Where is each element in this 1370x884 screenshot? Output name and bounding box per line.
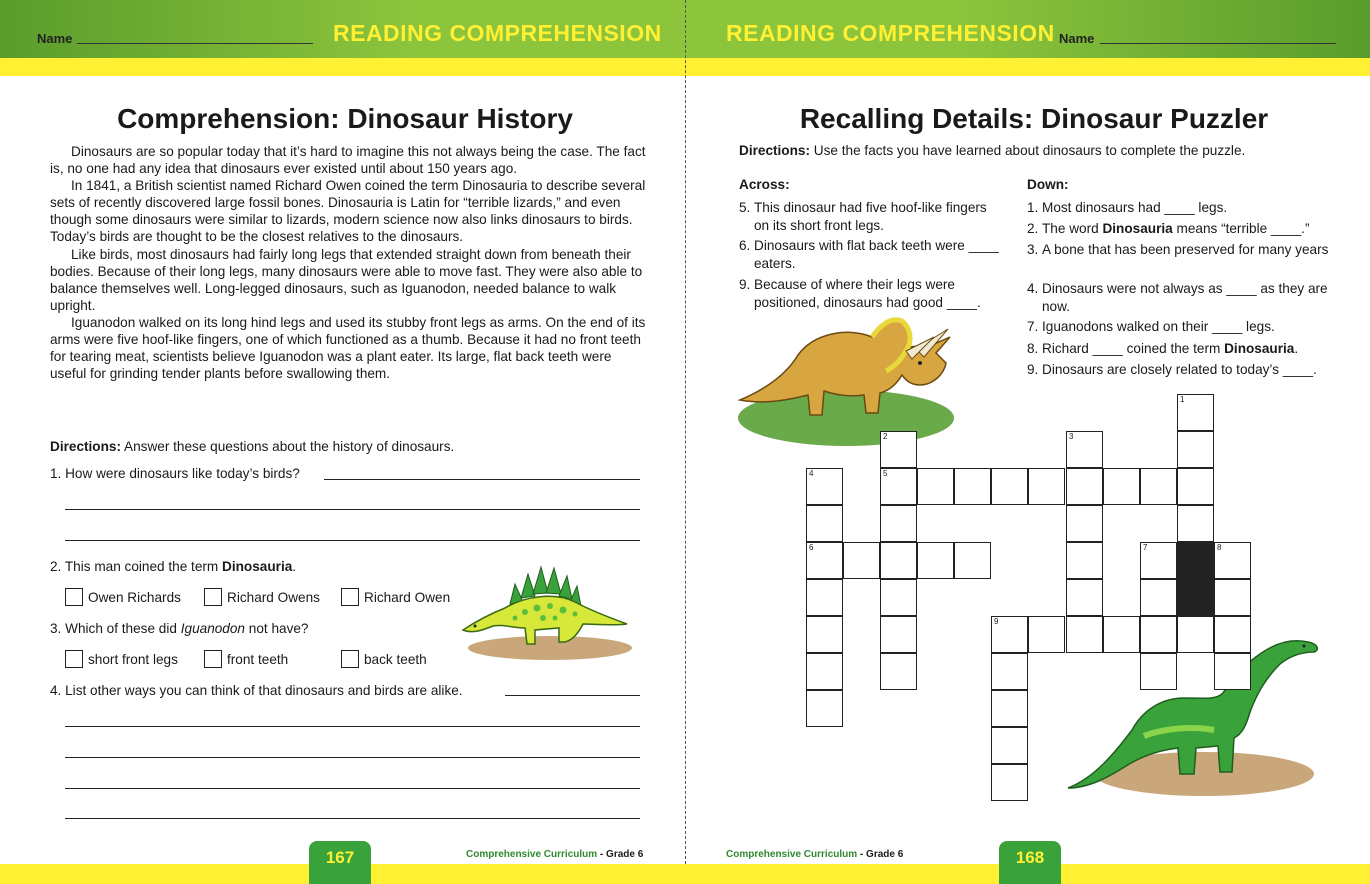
clue-text-post: .	[1294, 341, 1299, 356]
right-directions	[739, 143, 1245, 158]
name-label-right: Name	[1059, 31, 1095, 46]
question-2-end: .	[292, 559, 297, 574]
clue-number: 4.	[1027, 281, 1039, 296]
choice-owen-richards: Owen Richards	[88, 590, 181, 605]
down-clue-3	[1027, 241, 1332, 259]
paragraph-2: In 1841, a British scientist named Richard Owen coined the term Dinosauria to describe several sets of recently discovered large fossil bones. Dinosauria is Latin for “terrible lizards,” and even though some dinosaurs were similar to lizards, modern science now also links dinosaurs to birds. Today’s birds are thought to be the closest relatives to the dinosaurs.	[50, 178, 646, 245]
crossword-cell[interactable]	[1214, 653, 1251, 690]
footer-grade: - Grade 6	[857, 849, 904, 860]
cell-number: 2	[883, 432, 888, 441]
crossword-cell[interactable]	[806, 542, 843, 579]
crossword-cell[interactable]	[880, 505, 917, 542]
directions-text: Use the facts you have learned about dinosaurs to complete the puzzle.	[813, 143, 1246, 158]
across-heading: Across:	[739, 177, 790, 192]
crossword-cell[interactable]	[1028, 616, 1065, 653]
footer-right	[726, 849, 903, 860]
clue-text-pre: Richard ____ coined the term	[1042, 341, 1225, 356]
question-3	[50, 621, 309, 636]
checkbox-richard-owens[interactable]	[204, 588, 222, 606]
clue-text	[1042, 220, 1309, 238]
down-clue-7	[1027, 318, 1332, 336]
page-spine	[685, 0, 686, 884]
question-3-term: Iguanodon	[180, 621, 245, 636]
crossword-cell[interactable]	[806, 505, 843, 542]
name-line-right	[1100, 43, 1336, 44]
crossword-cell[interactable]	[1028, 468, 1065, 505]
crossword-cell[interactable]	[1140, 579, 1177, 616]
paragraph-3: Like birds, most dinosaurs had fairly long legs that extended straight down from beneath their bodies. Because of their long legs, many dinosaurs were able to move fast. They were also able to balance themselves well. Long-legged dinosaurs, such as Iguanodon, needed balance to walk upright.	[50, 246, 643, 313]
clue-number: 3.	[1027, 242, 1039, 257]
paragraph-4: Iguanodon walked on its long hind legs and used its stubby front legs as arms. On the end of its arms were five hoof-like fingers, one of which functioned as a thumb. Because it had no front teeth for tearing meat, scientists believe Iguanodon was a plant eater. Its large, flat back teeth were useful for grinding tender plants before swallowing them.	[50, 314, 646, 382]
crossword-cell[interactable]	[1177, 431, 1214, 468]
crossword-cell[interactable]	[1066, 431, 1103, 468]
cell-number: 1	[1180, 395, 1185, 404]
clue-text: Because of where their legs were positioned, dinosaurs had good ____.	[754, 277, 981, 310]
clue-number: 1.	[1027, 200, 1039, 215]
clue-text: Dinosaurs were not always as ____ as they are now.	[1042, 281, 1328, 314]
directions-label: Directions:	[739, 143, 811, 158]
left-directions	[50, 439, 454, 454]
checkbox-front-teeth[interactable]	[204, 650, 222, 668]
page-number-right: 168	[999, 841, 1061, 884]
clue-text: Most dinosaurs had ____ legs.	[1042, 200, 1228, 215]
question-1: 1. How were dinosaurs like today’s birds?	[50, 466, 300, 481]
down-clue-2	[1027, 220, 1332, 238]
choice-short-front-legs: short front legs	[88, 652, 178, 667]
clue-text-post: means “terrible ____.”	[1172, 221, 1310, 236]
answer-line[interactable]	[505, 695, 640, 696]
crossword-cell[interactable]	[880, 579, 917, 616]
question-3-text: 3. Which of these did	[50, 621, 181, 636]
cell-number: 4	[809, 469, 814, 478]
crossword-cell[interactable]	[1140, 542, 1177, 579]
triceratops-illustration	[736, 315, 958, 450]
crossword-cell[interactable]	[880, 468, 917, 505]
clue-number: 9.	[739, 277, 751, 292]
crossword-cell[interactable]	[991, 616, 1028, 653]
crossword-cell[interactable]	[806, 468, 843, 505]
answer-line[interactable]	[65, 788, 640, 789]
crossword-cell[interactable]	[1066, 616, 1103, 653]
clue-text-pre: The word	[1042, 221, 1103, 236]
cell-number: 3	[1069, 432, 1074, 441]
crossword-cell[interactable]	[1066, 505, 1103, 542]
footer-brand: Comprehensive Curriculum	[466, 849, 598, 860]
answer-line[interactable]	[65, 540, 640, 541]
right-page-title: Recalling Details: Dinosaur Puzzler	[799, 103, 1269, 134]
directions-text: Answer these questions about the history of dinosaurs.	[124, 439, 455, 454]
clue-text: Dinosaurs with flat back teeth were ____ eaters.	[754, 238, 999, 271]
cell-number: 7	[1143, 543, 1148, 552]
clue-number: 8.	[1027, 341, 1039, 356]
crossword-cell[interactable]	[954, 468, 991, 505]
down-clue-9	[1027, 361, 1332, 379]
choice-richard-owen: Richard Owen	[364, 590, 451, 605]
answer-line[interactable]	[65, 818, 640, 819]
clue-number: 9.	[1027, 362, 1039, 377]
across-clue-6	[739, 237, 1001, 272]
crossword-cell[interactable]	[806, 653, 843, 690]
answer-line[interactable]	[65, 509, 640, 510]
clue-number: 7.	[1027, 319, 1039, 334]
crossword-cell[interactable]	[1214, 579, 1251, 616]
answer-line[interactable]	[65, 726, 640, 727]
crossword-cell[interactable]	[991, 653, 1028, 690]
footer-stripe	[0, 864, 1370, 884]
clue-text: A bone that has been preserved for many years	[1042, 242, 1329, 257]
crossword-cell[interactable]	[1177, 616, 1214, 653]
reading-passage	[50, 143, 650, 382]
crossword-cell[interactable]	[991, 468, 1028, 505]
checkbox-richard-owen[interactable]	[341, 588, 359, 606]
down-clue-1	[1027, 199, 1332, 217]
crossword-cell[interactable]	[991, 764, 1028, 801]
brontosaurus-illustration	[1064, 638, 1326, 800]
crossword-cell[interactable]	[1140, 616, 1177, 653]
crossword-cell[interactable]	[917, 542, 954, 579]
question-2	[50, 559, 296, 574]
crossword-cell[interactable]	[1140, 468, 1177, 505]
question-2-text: 2. This man coined the term	[50, 559, 223, 574]
down-clue-8	[1027, 340, 1332, 358]
crossword-cell[interactable]	[880, 653, 917, 690]
across-clue-9	[739, 276, 1001, 311]
crossword-cell[interactable]	[1177, 394, 1214, 431]
crossword-cell[interactable]	[1103, 616, 1140, 653]
answer-line[interactable]	[65, 757, 640, 758]
crossword-cell[interactable]	[1103, 468, 1140, 505]
checkbox-short-front-legs[interactable]	[65, 650, 83, 668]
clue-text: Dinosaurs are closely related to today’s ____.	[1042, 362, 1317, 377]
clue-number: 5.	[739, 200, 751, 215]
left-page-title: Comprehension: Dinosaur History	[117, 103, 573, 134]
crossword-cell[interactable]	[954, 542, 991, 579]
crossword-cell[interactable]	[917, 468, 954, 505]
cell-number: 5	[883, 469, 888, 478]
choice-front-teeth: front teeth	[227, 652, 289, 667]
crossword-cell[interactable]	[1214, 542, 1251, 579]
clue-term: Dinosauria	[1224, 341, 1295, 356]
choice-back-teeth: back teeth	[364, 652, 427, 667]
answer-line[interactable]	[324, 479, 640, 480]
clue-text: Iguanodons walked on their ____ legs.	[1042, 319, 1275, 334]
crossword-cell[interactable]	[1066, 468, 1103, 505]
question-2-term: Dinosauria	[222, 559, 293, 574]
clue-text	[1042, 340, 1298, 358]
crossword-cell[interactable]	[1214, 616, 1251, 653]
directions-label: Directions:	[50, 439, 122, 454]
crossword-cell[interactable]	[1177, 505, 1214, 542]
header-title-right: READING COMPREHENSION	[726, 20, 1055, 46]
footer-brand: Comprehensive Curriculum	[726, 849, 858, 860]
stegosaurus-illustration	[455, 562, 635, 662]
footer-grade: - Grade 6	[597, 849, 644, 860]
crossword-black-cell	[1177, 542, 1214, 579]
clue-number: 2.	[1027, 221, 1039, 236]
across-clue-5	[739, 199, 1001, 234]
crossword-cell[interactable]	[806, 579, 843, 616]
crossword-cell[interactable]	[991, 727, 1028, 764]
question-3-end: not have?	[245, 621, 309, 636]
name-line-left	[77, 43, 313, 44]
crossword-cell[interactable]	[1177, 468, 1214, 505]
crossword-cell[interactable]	[806, 690, 843, 727]
crossword-cell[interactable]	[1140, 653, 1177, 690]
question-4: 4. List other ways you can think of that dinosaurs and birds are alike.	[50, 683, 463, 698]
down-heading: Down:	[1027, 177, 1069, 192]
clue-number: 6.	[739, 238, 751, 253]
page-number-left: 167	[309, 841, 371, 884]
crossword-cell[interactable]	[880, 616, 917, 653]
crossword-cell[interactable]	[806, 616, 843, 653]
cell-number: 6	[809, 543, 814, 552]
name-label-left: Name	[37, 31, 73, 46]
crossword-cell[interactable]	[991, 690, 1028, 727]
cell-number: 9	[994, 617, 999, 626]
crossword-cell[interactable]	[1066, 579, 1103, 616]
down-clue-4	[1027, 280, 1332, 315]
crossword-cell[interactable]	[880, 431, 917, 468]
clue-text: This dinosaur had five hoof-like fingers on its short front legs.	[754, 200, 987, 233]
crossword-cell[interactable]	[843, 542, 880, 579]
crossword-black-cell	[1177, 579, 1214, 616]
cell-number: 8	[1217, 543, 1222, 552]
footer-left	[466, 849, 643, 860]
crossword-cell[interactable]	[1066, 542, 1103, 579]
crossword-cell[interactable]	[880, 542, 917, 579]
choice-richard-owens: Richard Owens	[227, 590, 320, 605]
header-title-left: READING COMPREHENSION	[333, 20, 662, 46]
clue-term: Dinosauria	[1102, 221, 1173, 236]
checkbox-back-teeth[interactable]	[341, 650, 359, 668]
checkbox-owen-richards[interactable]	[65, 588, 83, 606]
paragraph-1: Dinosaurs are so popular today that it’s hard to imagine this not always being the case. The fact is, no one had any idea that dinosaurs ever existed until about 150 years ago.	[50, 144, 646, 177]
